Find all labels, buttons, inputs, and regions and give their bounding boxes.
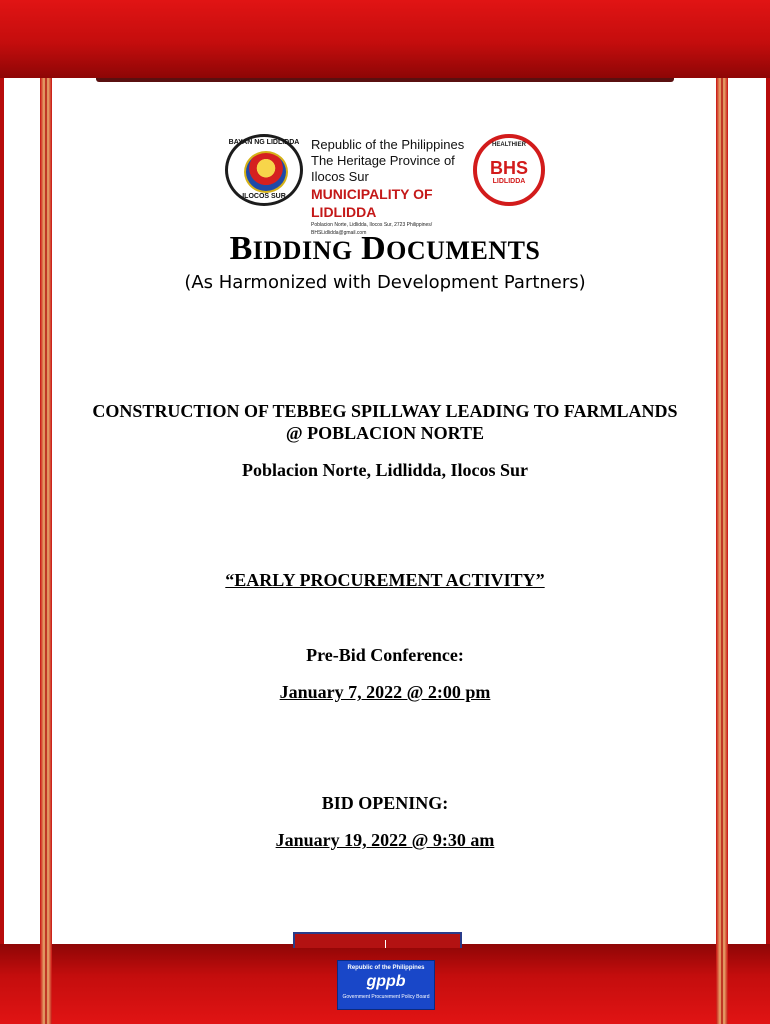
republic-line: Republic of the Philippines xyxy=(311,137,465,152)
seal-top-text: BAYAN NG LIDLIDDA xyxy=(228,139,300,146)
address-line: Poblacion Norte, Lidlidda, Ilocos Sur, 2723 Philippines/ BHSLidlidda@gmail.com xyxy=(311,222,433,236)
municipal-seal-icon xyxy=(225,134,303,206)
title-initial-1: B xyxy=(229,230,253,267)
bid-opening-label: BID OPENING: xyxy=(321,793,449,813)
gppb-top-text: Republic of the Philippines xyxy=(347,965,425,971)
project-name: CONSTRUCTION OF TEBBEG SPILLWAY LEADING TO FARMLANDS @ POBLACION NORTE xyxy=(92,401,678,443)
footer-tab xyxy=(293,932,462,948)
province-line: The Heritage Province of Ilocos Sur xyxy=(311,153,455,184)
letterhead xyxy=(225,134,545,236)
prebid-label: Pre-Bid Conference: xyxy=(306,645,464,665)
gppb-bottom-text: Government Procurement Policy Board xyxy=(342,994,430,1000)
bhs-mark: BHS xyxy=(489,158,528,178)
bhs-sub-text: LIDLIDDA xyxy=(492,178,526,185)
municipality-name: MUNICIPALITY OF LIDLIDDA xyxy=(311,186,433,220)
title-rest-1: IDDING xyxy=(252,236,353,265)
seal-bottom-text: ILOCOS SUR xyxy=(242,193,286,200)
right-edge-strip xyxy=(766,78,770,1024)
bhs-ring-text: HEALTHIER xyxy=(492,142,526,148)
footer-tab-tick xyxy=(385,940,386,948)
top-decorative-band xyxy=(0,0,770,78)
right-border-bar xyxy=(716,78,728,1024)
bhs-logo-icon xyxy=(473,134,545,206)
bottom-right-bar xyxy=(716,944,728,1024)
left-border-bar xyxy=(40,78,52,1024)
gppb-logo-icon xyxy=(337,960,435,1010)
top-band-underline xyxy=(96,78,674,82)
activity-label: “EARLY PROCUREMENT ACTIVITY” xyxy=(225,570,545,590)
left-edge-strip xyxy=(0,78,4,1024)
title-rest-2: OCUMENTS xyxy=(386,236,541,265)
document-title xyxy=(0,230,770,268)
prebid-date: January 7, 2022 @ 2:00 pm xyxy=(279,682,491,702)
document-subtitle: (As Harmonized with Development Partners) xyxy=(184,272,586,293)
letterhead-text xyxy=(311,137,481,237)
title-initial-2: D xyxy=(361,230,387,267)
bid-opening-date: January 19, 2022 @ 9:30 am xyxy=(275,830,495,850)
seal-emblem xyxy=(244,151,288,193)
bottom-left-bar xyxy=(40,944,52,1024)
gppb-mark: gppb xyxy=(366,973,406,990)
project-location: Poblacion Norte, Lidlidda, Ilocos Sur xyxy=(241,460,529,480)
